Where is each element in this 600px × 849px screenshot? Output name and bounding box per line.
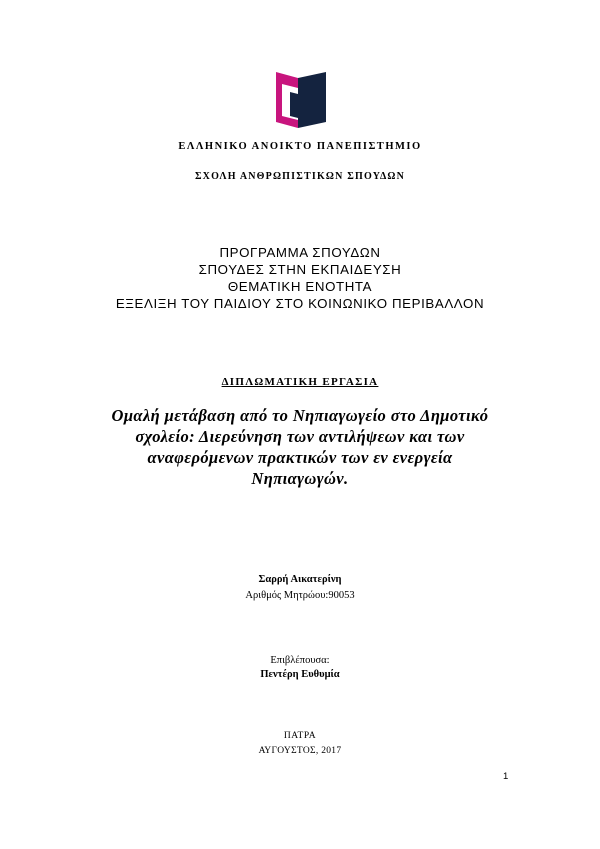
registration-number: Αριθμός Μητρώου:90053: [245, 590, 355, 601]
thesis-label-text: ΔΙΠΛΩΜΑΤΙΚΗ ΕΡΓΑΣΙΑ: [221, 376, 379, 388]
thesis-title-line: αναφερόμενων πρακτικών των εν ενεργεία: [147, 448, 453, 467]
date: ΑΥΓΟΥΣΤΟΣ, 2017: [258, 746, 342, 756]
page-number: 1: [503, 771, 509, 782]
city: ΠΑΤΡΑ: [283, 731, 317, 741]
supervisor-label: Επιβλέπουσα:: [270, 655, 330, 666]
school-name: ΣΧΟΛΗ ΑΝΘΡΩΠΙΣΤΙΚΩΝ ΣΠΟΥΔΩΝ: [194, 171, 406, 182]
thesis-label: [0, 376, 600, 388]
thesis-title-line: Ομαλή μετάβαση από το Νηπιαγωγείο στο Δημοτικό: [111, 406, 489, 425]
university-logo: [276, 72, 326, 128]
program-heading: ΠΡΟΓΡΑΜΜΑ ΣΠΟΥΔΩΝ: [219, 245, 381, 260]
thesis-title: [110, 405, 490, 489]
thesis-title-line: Νηπιαγωγών.: [251, 469, 349, 488]
thesis-title-line: σχολείο: Διερεύνηση των αντιλήψεων και των: [135, 427, 465, 446]
thematic-unit-name: ΕΞΕΛΙΞΗ ΤΟΥ ΠΑΙΔΙΟΥ ΣΤΟ ΚΟΙΝΩΝΙΚΟ ΠΕΡΙΒΑΛΛΟΝ: [115, 296, 485, 311]
author-name: Σαρρή Αικατερίνη: [258, 574, 342, 585]
supervisor-name: Πεντέρη Ευθυμία: [260, 669, 340, 680]
open-book-logo-icon: [276, 72, 326, 128]
thematic-unit-heading: ΘΕΜΑΤΙΚΗ ΕΝΟΤΗΤΑ: [227, 279, 373, 294]
university-name: ΕΛΛΗΝΙΚΟ ΑΝΟΙΚΤΟ ΠΑΝΕΠΙΣΤΗΜΙΟ: [178, 141, 422, 152]
program-name: ΣΠΟΥΔΕΣ ΣΤΗΝ ΕΚΠΑΙΔΕΥΣΗ: [198, 262, 402, 277]
